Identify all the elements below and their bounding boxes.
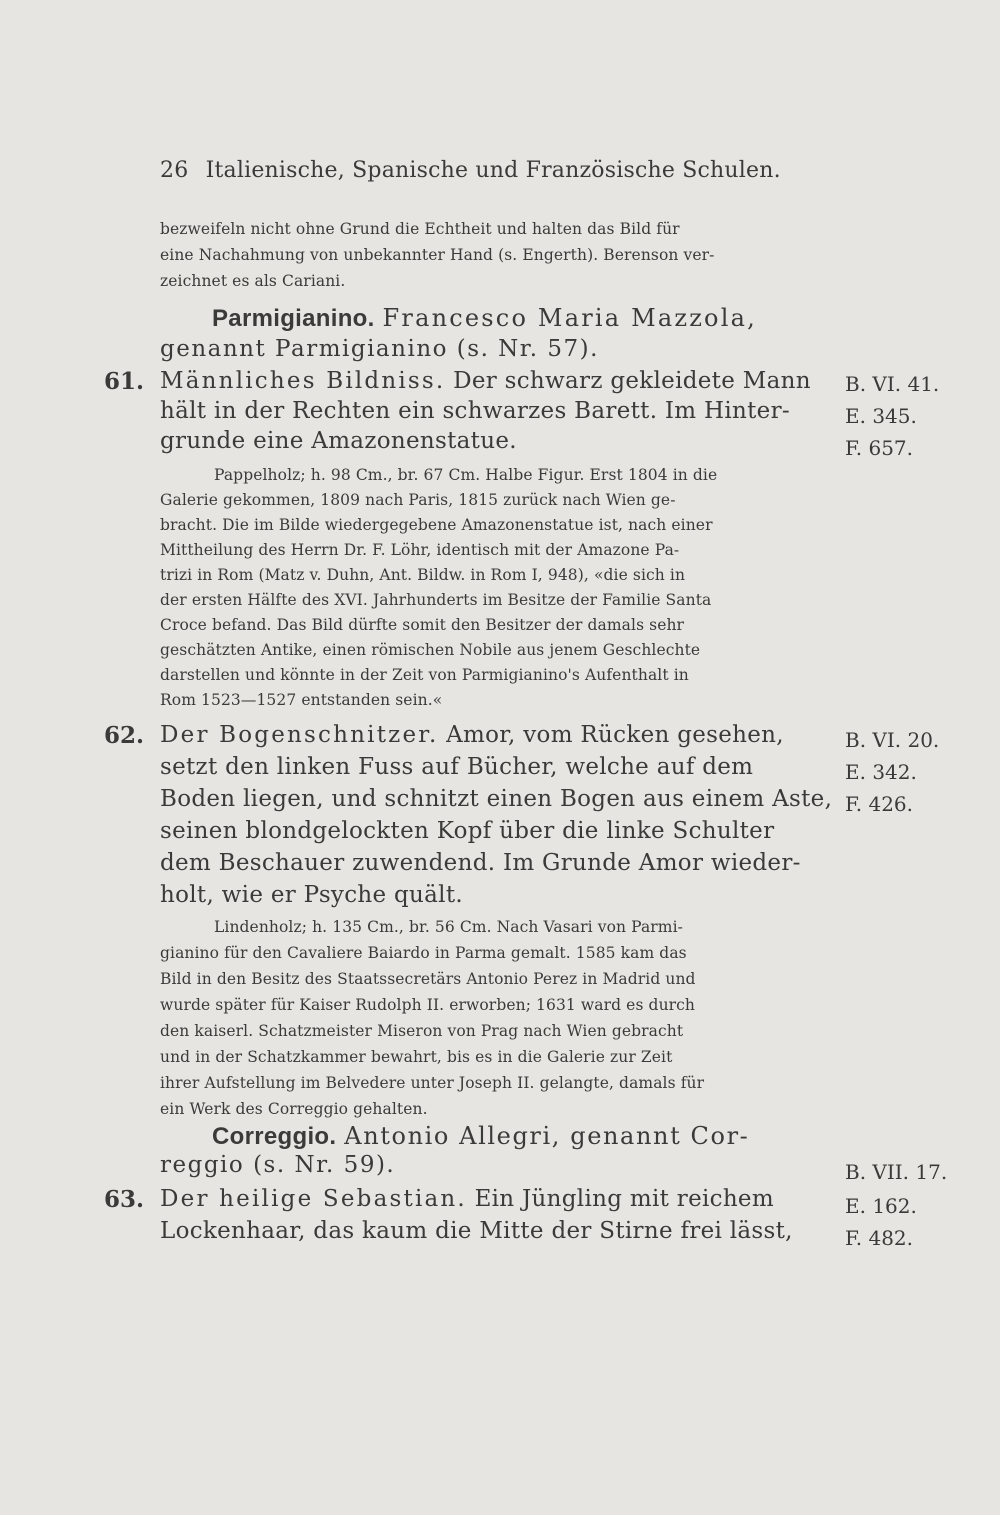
artist-full-name: Francesco Maria Mazzola, <box>382 304 757 332</box>
entry-title: Der heilige Sebastian. <box>160 1186 467 1212</box>
entry-description: Amor, vom Rücken gesehen, <box>446 722 784 748</box>
entry-note: der ersten Hälfte des XVI. Jahrhunderts im Besitze der Familie Santa <box>160 591 712 609</box>
entry-description: hält in der Rechten ein schwarzes Barett. Im Hinter- <box>160 398 790 424</box>
entry-title-line <box>160 1186 774 1212</box>
entry-note: Galerie gekommen, 1809 nach Paris, 1815 zurück nach Wien ge- <box>160 491 676 509</box>
entry-note: Pappelholz; h. 98 Cm., br. 67 Cm. Halbe Figur. Erst 1804 in die <box>214 466 718 484</box>
reference-code: B. VI. 20. <box>845 728 940 752</box>
reference-code: B. VI. 41. <box>845 372 940 396</box>
entry-note: wurde später für Kaiser Rudolph II. erworben; 1631 ward es durch <box>160 996 696 1014</box>
entry-description: seinen blondgelockten Kopf über die linke Schulter <box>160 818 775 844</box>
intro-line: bezweifeln nicht ohne Grund die Echtheit und halten das Bild für <box>160 220 680 238</box>
page-number: 26 <box>160 158 189 183</box>
entry-description: grunde eine Amazonenstatue. <box>160 428 517 454</box>
entry-number: 61. <box>104 368 145 395</box>
entry-description: dem Beschauer zuwendend. Im Grunde Amor wieder- <box>160 850 801 876</box>
entry-description: Der schwarz gekleidete Mann <box>453 368 811 394</box>
entry-note: ein Werk des Correggio gehalten. <box>160 1100 428 1118</box>
entry-title: Männliches Bildniss. <box>160 368 446 394</box>
entry-note: geschätzten Antike, einen römischen Nobile aus jenem Geschlechte <box>160 641 701 659</box>
entry-title: Der Bogenschnitzer. <box>160 722 439 748</box>
entry-note: bracht. Die im Bilde wiedergegebene Amazonenstatue ist, nach einer <box>160 516 713 534</box>
artist-name: Correggio. <box>212 1123 337 1150</box>
reference-code: E. 342. <box>845 760 917 784</box>
entry-number: 62. <box>104 722 145 749</box>
entry-note: Bild in den Besitz des Staatssecretärs Antonio Perez in Madrid und <box>160 970 696 988</box>
artist-full-name: Antonio Allegri, genannt Cor- <box>344 1122 750 1150</box>
entry-description: setzt den linken Fuss auf Bücher, welche auf dem <box>160 754 754 780</box>
artist-heading-correggio <box>212 1122 749 1151</box>
entry-note: Lindenholz; h. 135 Cm., br. 56 Cm. Nach Vasari von Parmi- <box>214 918 683 936</box>
artist-name: Parmigianino. <box>212 305 375 332</box>
reference-code: B. VII. 17. <box>845 1160 948 1184</box>
entry-note: trizi in Rom (Matz v. Duhn, Ant. Bildw. in Rom I, 948), «die sich in <box>160 566 686 584</box>
reference-code: F. 657. <box>845 436 914 460</box>
entry-description: Ein Jüngling mit reichem <box>474 1186 774 1212</box>
entry-note: und in der Schatzkammer bewahrt, bis es in die Galerie zur Zeit <box>160 1048 673 1066</box>
entry-title-line <box>160 368 811 394</box>
entry-number: 63. <box>104 1186 145 1213</box>
reference-code: F. 482. <box>845 1226 914 1250</box>
page-header <box>160 158 781 183</box>
entry-description: holt, wie er Psyche quält. <box>160 882 463 908</box>
reference-code: E. 345. <box>845 404 917 428</box>
entry-note: ihrer Aufstellung im Belvedere unter Joseph II. gelangte, damals für <box>160 1074 705 1092</box>
entry-title-line <box>160 722 784 748</box>
entry-note: darstellen und könnte in der Zeit von Parmigianino's Aufenthalt in <box>160 666 689 684</box>
intro-line: zeichnet es als Cariani. <box>160 272 346 290</box>
running-title: Italienische, Spanische und Französische Schulen. <box>205 158 781 183</box>
entry-description: Lockenhaar, das kaum die Mitte der Stirne frei lässt, <box>160 1218 793 1244</box>
entry-description: Boden liegen, und schnitzt einen Bogen aus einem Aste, <box>160 786 833 812</box>
intro-line: eine Nachahmung von unbekannter Hand (s. Engerth). Berenson ver- <box>160 246 715 264</box>
artist-full-name-cont: reggio (s. Nr. 59). <box>160 1152 396 1178</box>
artist-full-name-cont: genannt Parmigianino (s. Nr. 57). <box>160 336 599 362</box>
entry-note: den kaiserl. Schatzmeister Miseron von Prag nach Wien gebracht <box>160 1022 684 1040</box>
reference-code: F. 426. <box>845 792 914 816</box>
entry-note: Croce befand. Das Bild dürfte somit den Besitzer der damals sehr <box>160 616 685 634</box>
entry-note: Rom 1523—1527 entstanden sein.« <box>160 691 443 709</box>
entry-note: gianino für den Cavaliere Baiardo in Parma gemalt. 1585 kam das <box>160 944 687 962</box>
artist-heading-parmigianino <box>212 304 757 333</box>
reference-code: E. 162. <box>845 1194 917 1218</box>
entry-note: Mittheilung des Herrn Dr. F. Löhr, identisch mit der Amazone Pa- <box>160 541 680 559</box>
